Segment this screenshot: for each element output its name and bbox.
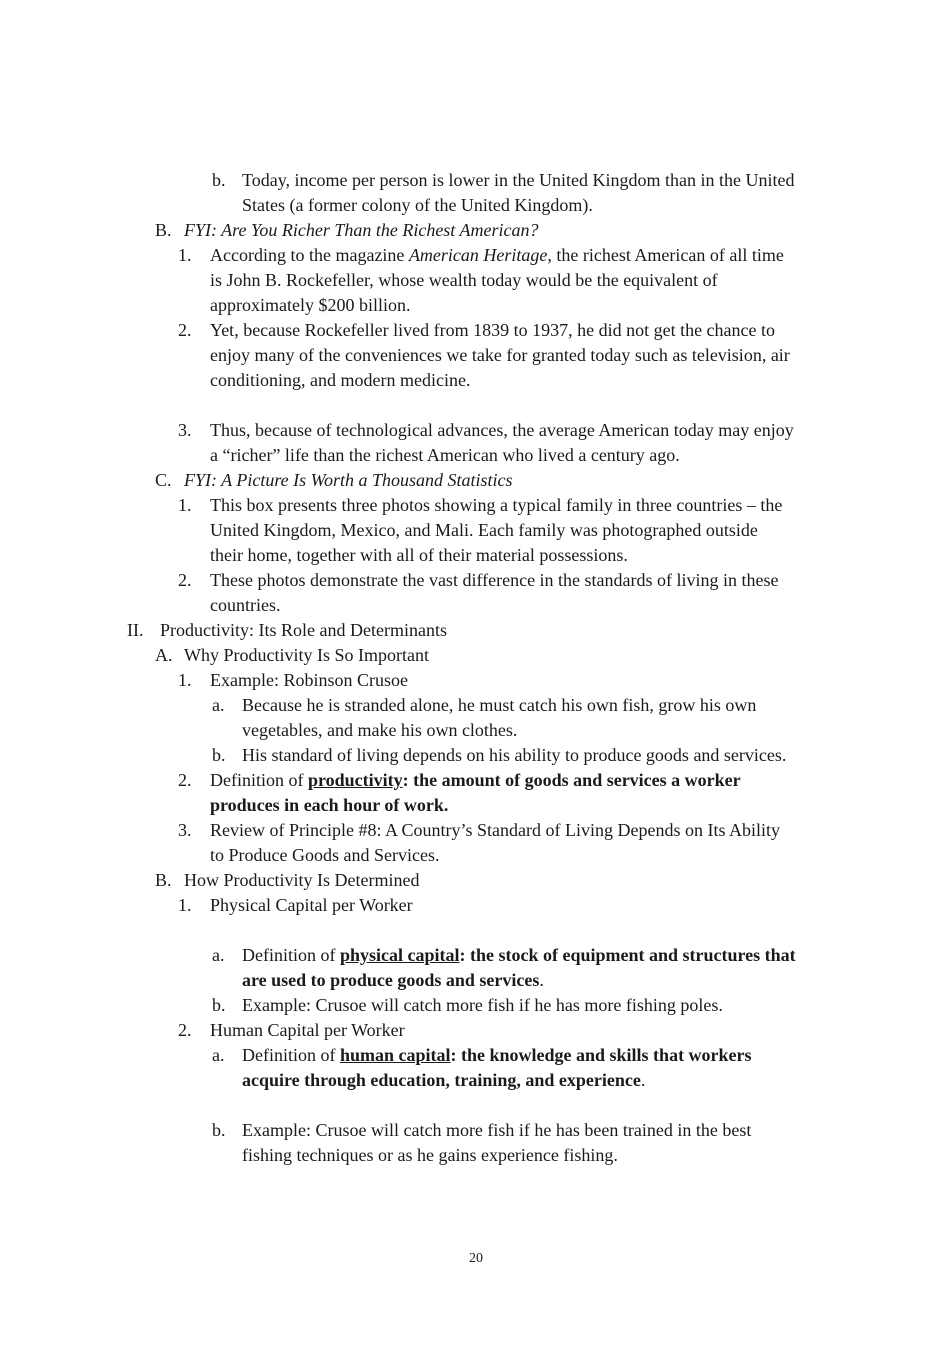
definition-text: : the stock of equipment and structures that	[459, 945, 796, 965]
section-label: B.	[155, 220, 172, 240]
body-text-line: enjoy many of the conveniences we take for granted today such as television, air	[210, 345, 790, 365]
definition-text: are used to produce goods and services	[242, 970, 540, 990]
body-text-line: to Produce Goods and Services.	[210, 845, 440, 865]
defined-term: human capital	[339, 1045, 451, 1065]
list-label: 2.	[178, 320, 192, 340]
text-segment: , the richest American of all time	[547, 245, 784, 265]
body-text-line: States (a former colony of the United Kingdom).	[242, 195, 593, 215]
body-text-line: Today, income per person is lower in the United Kingdom than in the United	[242, 170, 795, 190]
body-text-line: Example: Crusoe will catch more fish if he has been trained in the best	[242, 1120, 752, 1140]
body-text-line: Example: Crusoe will catch more fish if he has more fishing poles.	[242, 995, 723, 1015]
definition-line	[210, 768, 741, 793]
list-label: a.	[212, 945, 225, 965]
list-label: a.	[212, 695, 225, 715]
body-text-line	[210, 243, 784, 268]
list-label: 1.	[178, 895, 192, 915]
list-label: 2.	[178, 770, 192, 790]
text-segment: Definition of	[210, 770, 308, 790]
page-number: 20	[469, 1251, 483, 1266]
body-text-line: United Kingdom, Mexico, and Mali. Each family was photographed outside	[210, 520, 758, 540]
definition-line	[242, 1043, 752, 1068]
list-label: 1.	[178, 495, 192, 515]
body-text-line: His standard of living depends on his ability to produce goods and services.	[242, 745, 787, 765]
defined-term: physical capital	[339, 945, 460, 965]
text-segment: .	[539, 970, 544, 990]
section-label: II.	[127, 620, 144, 640]
body-text-line: their home, together with all of their material possessions.	[210, 545, 628, 565]
body-text-line: These photos demonstrate the vast difference in the standards of living in these	[210, 570, 779, 590]
magazine-title: American Heritage	[408, 245, 548, 265]
defined-term: productivity	[307, 770, 403, 790]
list-label: b.	[212, 170, 226, 190]
definition-line	[242, 943, 796, 968]
list-label: 2.	[178, 1020, 192, 1040]
definition-line	[242, 968, 544, 993]
list-label: b.	[212, 995, 226, 1015]
section-label: C.	[155, 470, 172, 490]
list-label: 2.	[178, 570, 192, 590]
text-segment: .	[640, 1070, 646, 1090]
body-text-line: Human Capital per Worker	[210, 1020, 405, 1040]
body-text-line: is John B. Rockefeller, whose wealth today would be the equivalent of	[210, 270, 718, 290]
body-text-line: Because he is stranded alone, he must catch his own fish, grow his own	[242, 695, 757, 715]
definition-text: : the amount of goods and services a worker	[402, 770, 741, 790]
body-text-line: fishing techniques or as he gains experience fishing.	[242, 1145, 618, 1165]
list-label: 3.	[178, 420, 192, 440]
list-label: 1.	[178, 670, 192, 690]
body-text-line: Thus, because of technological advances, the average American today may enjoy	[210, 420, 794, 440]
body-text-line: approximately $200 billion.	[210, 295, 411, 315]
body-text-line: Yet, because Rockefeller lived from 1839 to 1937, he did not get the chance to	[210, 320, 776, 340]
section-heading: How Productivity Is Determined	[184, 870, 420, 890]
section-heading: FYI: A Picture Is Worth a Thousand Statistics	[184, 470, 513, 490]
section-label: A.	[155, 645, 173, 665]
body-text-line: conditioning, and modern medicine.	[210, 370, 471, 390]
section-label: B.	[155, 870, 172, 890]
text-segment: Definition of	[242, 945, 340, 965]
body-text-line: This box presents three photos showing a typical family in three countries – the	[210, 495, 783, 515]
definition-line	[242, 1068, 645, 1093]
list-label: b.	[212, 745, 226, 765]
text-segment: According to the magazine	[210, 245, 409, 265]
body-text-line: Example: Robinson Crusoe	[210, 670, 408, 690]
definition-text: : the knowledge and skills that workers	[450, 1045, 752, 1065]
body-text-line: a “richer” life than the richest American who lived a century ago.	[210, 445, 680, 465]
list-label: 3.	[178, 820, 192, 840]
section-heading: FYI: Are You Richer Than the Richest American?	[184, 220, 539, 240]
list-label: b.	[212, 1120, 226, 1140]
definition-text: acquire through education, training, and experience	[242, 1070, 641, 1090]
body-text-line: Review of Principle #8: A Country’s Standard of Living Depends on Its Ability	[210, 820, 780, 840]
definition-text: produces in each hour of work.	[210, 795, 449, 815]
text-segment: Definition of	[242, 1045, 340, 1065]
section-heading: Productivity: Its Role and Determinants	[160, 620, 447, 640]
body-text-line: countries.	[210, 595, 281, 615]
section-heading: Why Productivity Is So Important	[184, 645, 429, 665]
body-text-line: vegetables, and make his own clothes.	[242, 720, 518, 740]
body-text-line: Physical Capital per Worker	[210, 895, 413, 915]
list-label: 1.	[178, 245, 192, 265]
list-label: a.	[212, 1045, 225, 1065]
